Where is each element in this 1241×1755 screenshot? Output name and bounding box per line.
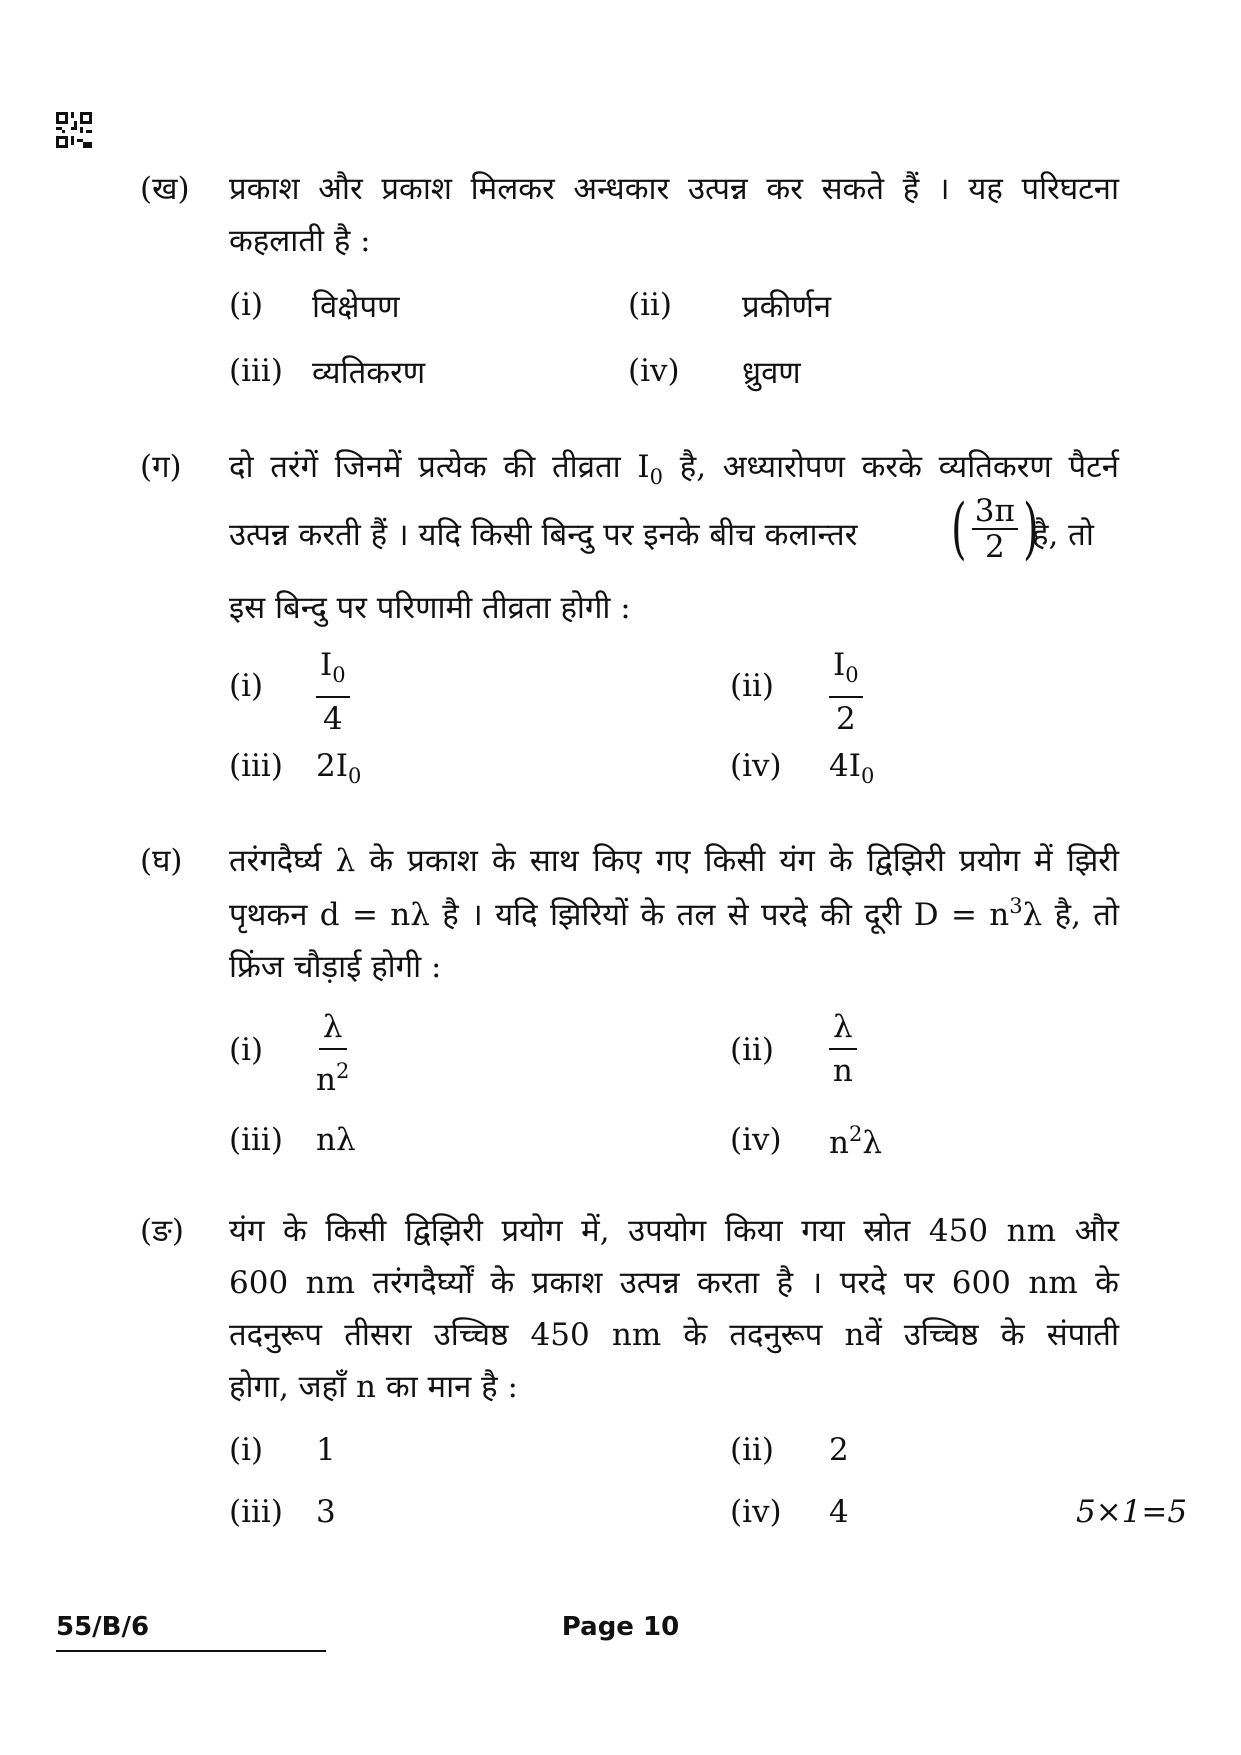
qr-code-icon	[56, 112, 92, 148]
question-number: (ग)	[140, 449, 182, 485]
page-number: Page 10	[561, 1612, 680, 1642]
question-text-line: फ्रिंज चौड़ाई होगी :	[229, 949, 442, 985]
option-label: (ii)	[730, 1432, 775, 1468]
option-fraction: $\frac{\lambda}{n^2}$	[316, 1009, 350, 1098]
option-text: प्रकीर्णन	[742, 289, 832, 325]
option-fraction: $\frac{I_0}{2}$	[829, 646, 863, 738]
option-label: (i)	[229, 1032, 264, 1068]
marks-allocation: 5×1=5	[1076, 1494, 1188, 1530]
question-text-line: प्रकाश और प्रकाश मिलकर अन्धकार उत्पन्न कर सकते हैं । यह परिघटना	[229, 171, 1119, 207]
question-text-line: तदनुरूप तीसरा उच्चिष्ठ 450 nm के तदनुरूप nवें उच्चिष्ठ के संपाती	[229, 1317, 1119, 1353]
question-text-line: 600 nm तरंगदैर्घ्यों के प्रकाश उत्पन्न करता है । परदे पर 600 nm के	[229, 1265, 1119, 1301]
option-text: 2	[829, 1432, 849, 1468]
option-label: (ii)	[730, 1032, 775, 1068]
option-text: $2I_0$	[316, 748, 362, 788]
option-label: (iii)	[229, 1122, 283, 1158]
option-label: (i)	[229, 287, 264, 323]
question-text-line: यंग के किसी द्विझिरी प्रयोग में, उपयोग किया गया स्रोत 450 nm और	[229, 1213, 1119, 1249]
question-text-line: इस बिन्दु पर परिणामी तीव्रता होगी :	[229, 590, 631, 626]
option-label: (iii)	[229, 748, 283, 784]
option-fraction: $\frac{\lambda}{n}$	[829, 1008, 857, 1090]
option-text: ध्रुवण	[742, 355, 801, 391]
question-text-line: उत्पन्न करती हैं । यदि किसी बिन्दु पर इनके बीच कलान्तर	[229, 517, 858, 553]
question-number: (ख)	[140, 171, 190, 207]
option-text: 3	[316, 1494, 336, 1530]
option-fraction: $\frac{I_0}{4}$	[316, 646, 350, 738]
option-label: (i)	[229, 1432, 264, 1468]
option-label: (iv)	[730, 1494, 782, 1530]
question-text-line: पृथकन d = nλ है । यदि झिरियों के तल से परदे की दूरी $D = n^3\lambda$ है, तो	[229, 894, 1119, 933]
option-label: (iii)	[229, 1494, 283, 1530]
option-text: व्यतिकरण	[312, 355, 426, 391]
phase-fraction: ( 3π 2 )	[951, 490, 1039, 567]
option-text: nλ	[316, 1122, 356, 1158]
option-label: (i)	[229, 668, 264, 704]
option-text: $n^2\lambda$	[829, 1122, 882, 1161]
option-text: 4	[829, 1494, 849, 1530]
option-label: (ii)	[730, 668, 775, 704]
question-text-line: दो तरंगें जिनमें प्रत्येक की तीव्रता $I_0$ है, अध्यारोपण करके व्यतिकरण पैटर्न	[229, 449, 1119, 489]
paper-code: 55/B/6	[56, 1612, 150, 1642]
option-label: (iv)	[628, 353, 680, 389]
option-text: $4I_0$	[829, 748, 875, 788]
question-text-line: होगा, जहाँ n का मान है :	[229, 1369, 518, 1405]
question-text-line: है, तो	[1032, 517, 1094, 553]
question-text-line: कहलाती है :	[229, 223, 371, 259]
option-label: (iv)	[730, 1122, 782, 1158]
option-label: (iii)	[229, 353, 283, 389]
option-text: 1	[316, 1432, 336, 1468]
option-label: (iv)	[730, 748, 782, 784]
footer-rule	[56, 1650, 326, 1652]
question-number: (घ)	[140, 843, 183, 879]
option-text: विक्षेपण	[312, 289, 400, 325]
option-label: (ii)	[628, 287, 673, 323]
question-text-line: तरंगदैर्घ्य λ के प्रकाश के साथ किए गए किसी यंग के द्विझिरी प्रयोग में झिरी	[229, 843, 1119, 879]
question-number: (ङ)	[140, 1213, 184, 1249]
